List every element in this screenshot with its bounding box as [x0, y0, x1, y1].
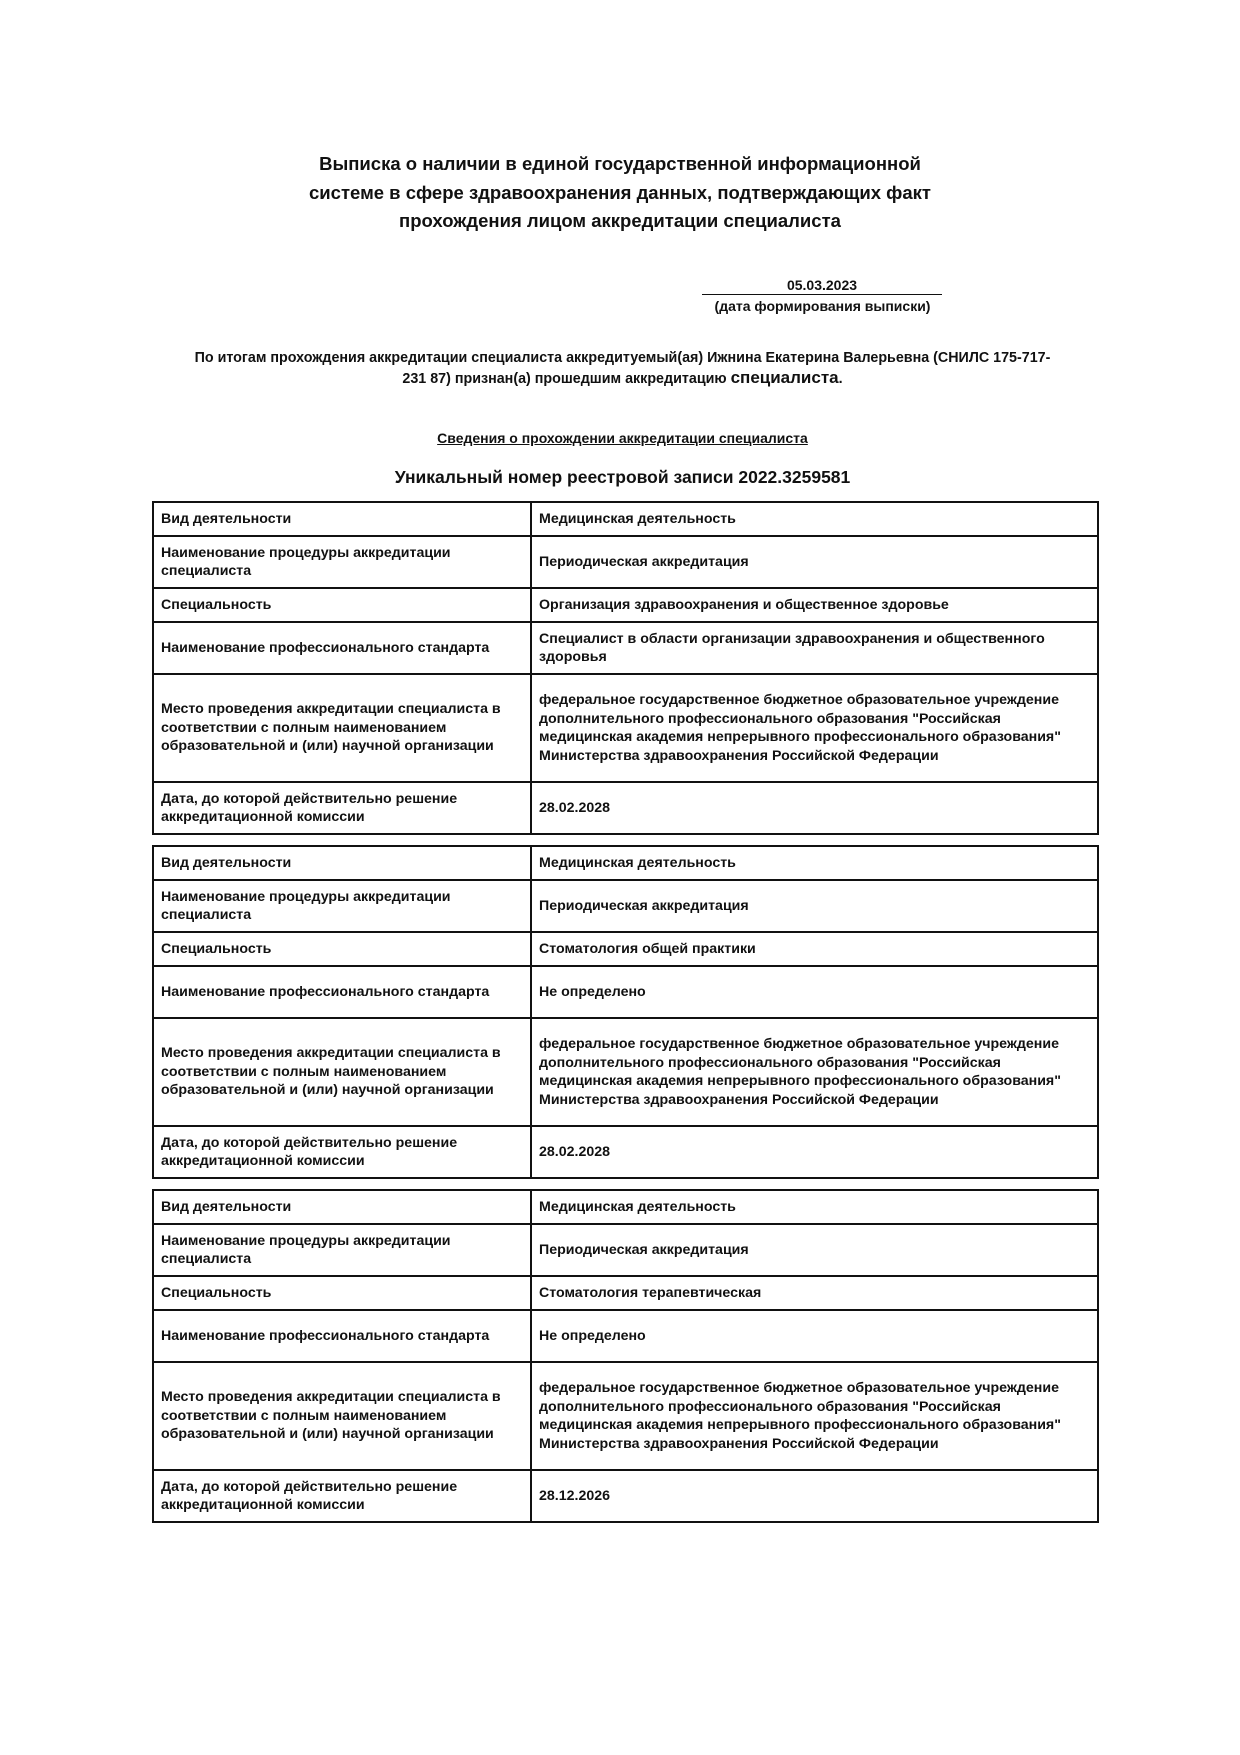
table-row: [153, 1470, 1098, 1522]
table-row: [153, 588, 1098, 622]
label-specialty: Специальность: [153, 932, 531, 966]
label-specialty: Специальность: [153, 1276, 531, 1310]
registry-number: Уникальный номер реестровой записи 2022.3259581: [394, 467, 851, 487]
title-line-3: прохождения лицом аккредитации специалиста: [399, 210, 841, 231]
label-valid-until: Дата, до которой действительно решение аккредитационной комиссии: [153, 1126, 531, 1178]
label-procedure: Наименование процедуры аккредитации специалиста: [153, 536, 531, 588]
value-valid-until: 28.02.2028: [531, 1126, 1098, 1178]
label-standard: Наименование профессионального стандарта: [153, 1310, 531, 1362]
value-valid-until: 28.02.2028: [531, 782, 1098, 834]
title-line-1: Выписка о наличии в единой государственной информационной: [319, 153, 921, 174]
table-row: [153, 782, 1098, 834]
issue-date-block: [700, 276, 945, 316]
intro-line-2-end: .: [838, 371, 843, 387]
title-line-2: системе в сфере здравоохранения данных, подтверждающих факт: [309, 181, 931, 203]
table-row: [153, 880, 1098, 932]
issue-date: 05.03.2023: [702, 276, 942, 295]
value-procedure: Периодическая аккредитация: [531, 536, 1098, 588]
label-standard: Наименование профессионального стандарта: [153, 966, 531, 1018]
table-row: [153, 1018, 1098, 1126]
table-row: [153, 1276, 1098, 1310]
label-place: Место проведения аккредитации специалиста в соответствии с полным наименованием образовательной и (или) научной организации: [153, 1362, 531, 1470]
label-valid-until: Дата, до которой действительно решение аккредитационной комиссии: [153, 1470, 531, 1522]
value-valid-until: 28.12.2026: [531, 1470, 1098, 1522]
intro-line-1: По итогам прохождения аккредитации специалиста аккредитуемый(ая) Ижнина Екатерина Валерьевна (СНИЛС 175-717-: [194, 350, 1051, 366]
intro-line-2-start: 231 87) признан(а) прошедшим аккредитацию: [402, 371, 731, 387]
accreditation-table-2: [152, 845, 1099, 1179]
table-row: [153, 932, 1098, 966]
value-specialty: Организация здравоохранения и общественное здоровье: [531, 588, 1098, 622]
label-place: Место проведения аккредитации специалиста в соответствии с полным наименованием образовательной и (или) научной организации: [153, 674, 531, 782]
value-activity: Медицинская деятельность: [531, 1190, 1098, 1224]
value-standard: Специалист в области организации здравоохранения и общественного здоровья: [531, 622, 1098, 674]
table-row: [153, 536, 1098, 588]
accreditation-table-1: [152, 501, 1099, 835]
label-activity: Вид деятельности: [153, 1190, 531, 1224]
value-procedure: Периодическая аккредитация: [531, 1224, 1098, 1276]
label-standard: Наименование профессионального стандарта: [153, 622, 531, 674]
table-row: [153, 1224, 1098, 1276]
table-row: [153, 1310, 1098, 1362]
value-standard: Не определено: [531, 966, 1098, 1018]
table-row: [153, 1362, 1098, 1470]
table-row: [153, 674, 1098, 782]
table-row: [153, 1126, 1098, 1178]
label-valid-until: Дата, до которой действительно решение аккредитационной комиссии: [153, 782, 531, 834]
label-activity: Вид деятельности: [153, 502, 531, 536]
label-procedure: Наименование процедуры аккредитации специалиста: [153, 1224, 531, 1276]
label-specialty: Специальность: [153, 588, 531, 622]
table-row: [153, 966, 1098, 1018]
value-procedure: Периодическая аккредитация: [531, 880, 1098, 932]
intro-paragraph: [150, 348, 1095, 389]
value-place: федеральное государственное бюджетное образовательное учреждение дополнительного профессионального образования "Российская медицинская академия непрерывного профессионального образования" Министерства здравоохранения Российской Федерации: [531, 1362, 1098, 1470]
table-row: [153, 846, 1098, 880]
value-standard: Не определено: [531, 1310, 1098, 1362]
value-place: федеральное государственное бюджетное образовательное учреждение дополнительного профессионального образования "Российская медицинская академия непрерывного профессионального образования" Министерства здравоохранения Российской Федерации: [531, 674, 1098, 782]
label-place: Место проведения аккредитации специалиста в соответствии с полным наименованием образовательной и (или) научной организации: [153, 1018, 531, 1126]
label-activity: Вид деятельности: [153, 846, 531, 880]
table-row: [153, 502, 1098, 536]
table-row: [153, 622, 1098, 674]
value-specialty: Стоматология общей практики: [531, 932, 1098, 966]
value-specialty: Стоматология терапевтическая: [531, 1276, 1098, 1310]
table-row: [153, 1190, 1098, 1224]
document-title: [250, 150, 990, 236]
value-place: федеральное государственное бюджетное образовательное учреждение дополнительного профессионального образования "Российская медицинская академия непрерывного профессионального образования" Министерства здравоохранения Российской Федерации: [531, 1018, 1098, 1126]
accreditation-table-3: [152, 1189, 1099, 1523]
intro-line-2-emphasis: специалиста: [730, 368, 839, 387]
section-title: Сведения о прохождении аккредитации специалиста: [437, 430, 808, 446]
value-activity: Медицинская деятельность: [531, 502, 1098, 536]
issue-date-caption: (дата формирования выписки): [714, 298, 931, 314]
value-activity: Медицинская деятельность: [531, 846, 1098, 880]
label-procedure: Наименование процедуры аккредитации специалиста: [153, 880, 531, 932]
